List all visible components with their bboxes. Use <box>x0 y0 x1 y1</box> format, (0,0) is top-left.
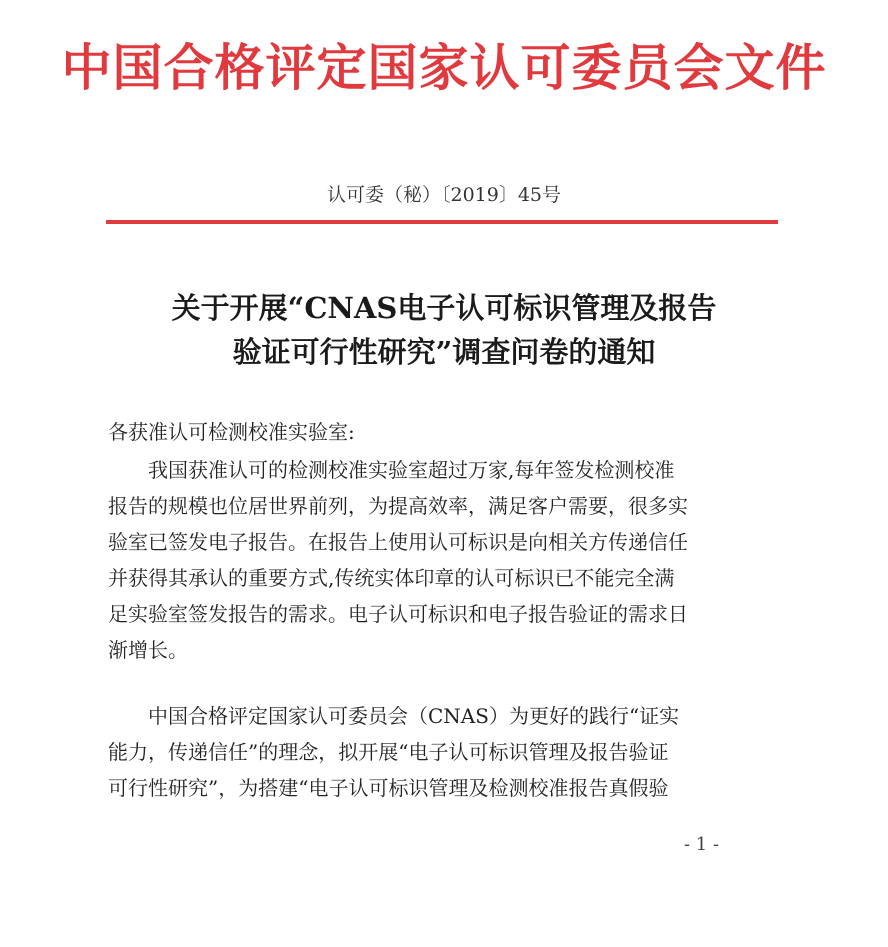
page-number: - 1 - <box>684 834 720 855</box>
red-divider-line <box>106 220 778 224</box>
paragraph-line: 能力，传递信任”的理念，拟开展“电子认可标识管理及报告验证 <box>108 740 669 764</box>
paragraph-1 <box>108 452 780 668</box>
letterhead-title: 中国合格评定国家认可委员会文件 <box>61 38 827 97</box>
paragraph-2 <box>108 698 780 806</box>
paragraph-line: 我国获准认可的检测校准实验室超过万家,每年签发检测校准 <box>148 458 675 482</box>
paragraph-line: 中国合格评定国家认可委员会（CNAS）为更好的践行“证实 <box>148 704 680 728</box>
paragraph-line: 验室已签发电子报告。在报告上使用认可标识是向相关方传递信任 <box>108 530 688 554</box>
notice-title <box>0 286 888 374</box>
paragraph-line: 可行性研究”，为搭建“电子认可标识管理及检测校准报告真假验 <box>108 776 669 800</box>
notice-title-line-2: 验证可行性研究”调查问卷的通知 <box>232 335 656 369</box>
salutation: 各获准认可检测校准实验室: <box>108 420 355 444</box>
paragraph-line: 渐增长。 <box>108 638 188 662</box>
paragraph-line: 报告的规模也位居世界前列，为提高效率，满足客户需要，很多实 <box>108 494 688 518</box>
document-number: 认可委（秘）〔2019〕45号 <box>326 184 562 206</box>
notice-title-line-1: 关于开展“CNAS电子认可标识管理及报告 <box>171 291 717 325</box>
paragraph-line: 并获得其承认的重要方式,传统实体印章的认可标识已不能完全满 <box>108 566 675 590</box>
paragraph-line: 足实验室签发报告的需求。电子认可标识和电子报告验证的需求日 <box>108 602 688 626</box>
